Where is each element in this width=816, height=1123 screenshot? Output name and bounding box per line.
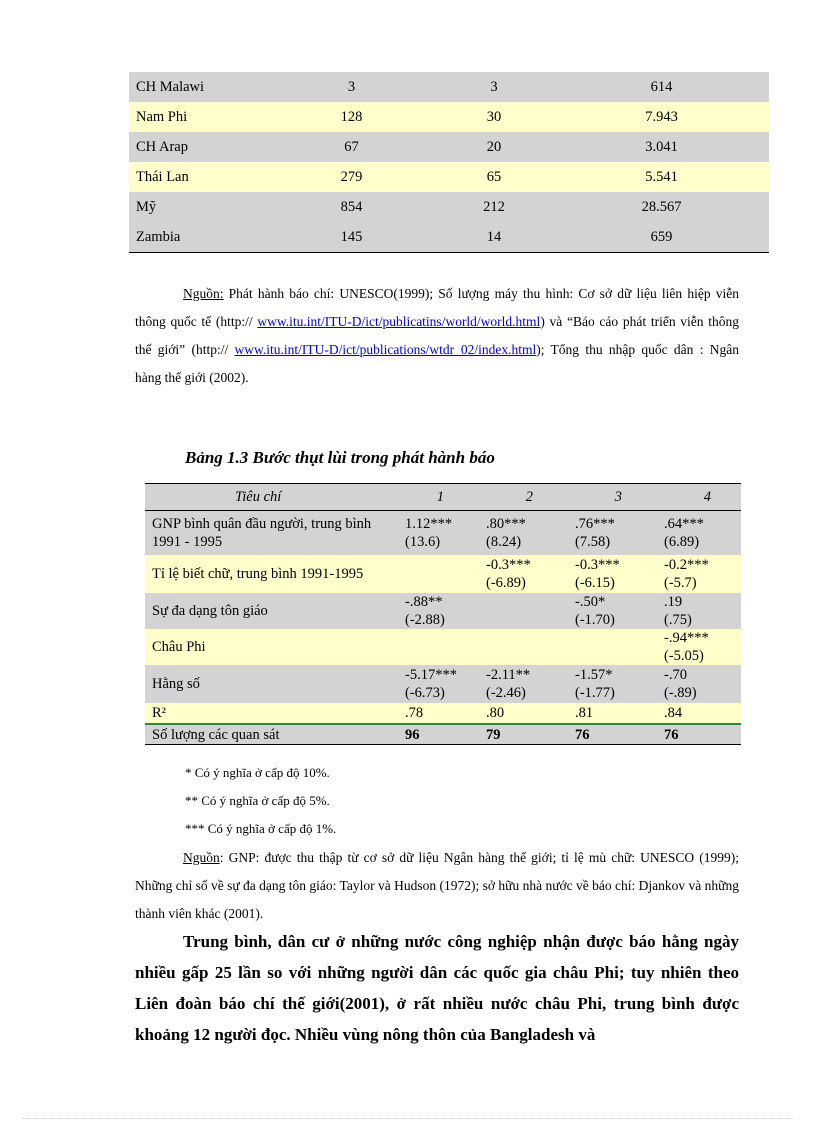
table-cell: [563, 629, 652, 665]
table-cell: 76: [575, 726, 590, 743]
table-row: Mỹ 854 212 28.567: [129, 192, 769, 222]
table-cell: -.94*** (-5.05): [664, 630, 709, 664]
table-header: Tiêu chí 1 2 3 4: [145, 483, 741, 511]
table-cell: [474, 629, 563, 665]
itu-world-link[interactable]: www.itu.int/ITU-D/ict/publicatins/world/world.html: [257, 314, 541, 329]
table-cell: -2.11** (-2.46): [486, 667, 531, 701]
table-cell: -.88** (-2.88): [405, 594, 445, 628]
table-cell: 76: [664, 726, 679, 743]
table-cell: -0.3*** (-6.89): [486, 557, 531, 591]
table-cell: .81: [575, 705, 594, 721]
note-1: *** Có ý nghĩa ở cấp độ 1%.: [185, 821, 337, 836]
table-cell: .64*** (6.89): [664, 516, 704, 550]
source-paragraph-2: Nguồn: GNP: được thu thập từ cơ sở dữ liệu Ngân hàng thế giới; tỉ lệ mù chữ: UNESCO (1999); Những chỉ số về sự đa dạng tôn giáo: Taylor và Hudson (1972); sở hữu nhà nước về báo chí: Djankov và những thành viên khác (2001).: [135, 850, 739, 921]
source-paragraph-1: Nguồn: Phát hành báo chí: UNESCO(1999); Số lượng máy thu hình: Cơ sở dữ liệu liên hiệp viễn thông quốc tế (http:// www.itu.int/ITU-D/ict/publicatins/world/world.html) và “Báo cáo phát triển viễn thông thế giới” (http:// www.itu.int/ITU-D/ict/publications/wtdr_02/index.html); Tổng thu nhập quốc dân : Ngân hàng thế giới (2002).: [135, 286, 740, 385]
table-country-stats: [129, 72, 769, 253]
table-row: Thái Lan 279 65 5.541: [129, 162, 769, 192]
table-cell: -0.3*** (-6.15): [575, 557, 620, 591]
table-row: Hằng số -5.17*** (-6.73) -2.11** (-2.46) -1.57* (-1.77) -.70 (-.89): [145, 665, 741, 703]
note-10: * Có ý nghĩa ở cấp độ 10%.: [185, 765, 330, 780]
table-row: R² .78 .80 .81 .84: [145, 703, 741, 723]
table-bottom-rule: [129, 252, 769, 253]
table-cell: -5.17*** (-6.73): [405, 667, 457, 701]
body-paragraph: Trung bình, dân cư ở những nước công nghiệp nhận được báo hằng ngày nhiều gấp 25 lần so với những người dân các quốc gia châu Phi; tuy nhiên theo Liên đoàn báo chí thế giới(2001), ở rất nhiều nước châu Phi, trung bình được khoảng 12 người đọc. Nhiều vùng nông thôn của Bangladesh và: [135, 932, 739, 1044]
table-cell: .84: [664, 705, 683, 721]
table-row: CH Arap 67 20 3.041: [129, 132, 769, 162]
table-cell: 1.12*** (13.6): [405, 516, 453, 550]
table-row: CH Malawi 3 3 614: [129, 72, 769, 102]
table-cell: .78: [405, 705, 424, 721]
table-cell: [385, 555, 474, 593]
table-cell: .19 (.75): [664, 594, 692, 628]
table-cell: 79: [486, 726, 501, 743]
table-row: Số lượng các quan sát 96 79 76 76: [145, 723, 741, 745]
table-row: GNP bình quân đầu người, trung bình 1991 - 1995 1.12*** (13.6) .80*** (8.24) .76*** (7.58) .64*** (6.89): [145, 511, 741, 555]
note-5: ** Có ý nghĩa ở cấp độ 5%.: [185, 793, 330, 808]
table-cell: [474, 593, 563, 629]
table-cell: [385, 629, 474, 665]
table-row: Châu Phi -.94*** (-5.05): [145, 629, 741, 665]
table-cell: 96: [405, 726, 420, 743]
table-cell: .76*** (7.58): [575, 516, 615, 550]
table-cell: -.70 (-.89): [664, 667, 697, 701]
table-row: Sự đa dạng tôn giáo -.88** (-2.88) -.50* (-1.70) .19 (.75): [145, 593, 741, 629]
source-label: Nguồn:: [183, 286, 224, 301]
table-row: Nam Phi 128 30 7.943: [129, 102, 769, 132]
table-cell: .80: [486, 705, 505, 721]
itu-wtdr-link[interactable]: www.itu.int/ITU-D/ict/publications/wtdr_02/index.html: [234, 342, 537, 357]
table-cell: -1.57* (-1.77): [575, 667, 615, 701]
page-bottom-border: [22, 1118, 794, 1119]
regression-table: [145, 483, 741, 745]
table-row: Zambia 145 14 659: [129, 222, 769, 252]
table-caption: Bảng 1.3 Bước thụt lùi trong phát hành báo: [185, 448, 495, 467]
table-cell: -0.2*** (-5.7): [664, 557, 709, 591]
table-cell: .80*** (8.24): [486, 516, 526, 550]
table-row: Tỉ lệ biết chữ, trung bình 1991-1995 -0.3*** (-6.89) -0.3*** (-6.15) -0.2*** (-5.7): [145, 555, 741, 593]
table-cell: -.50* (-1.70): [575, 594, 615, 628]
